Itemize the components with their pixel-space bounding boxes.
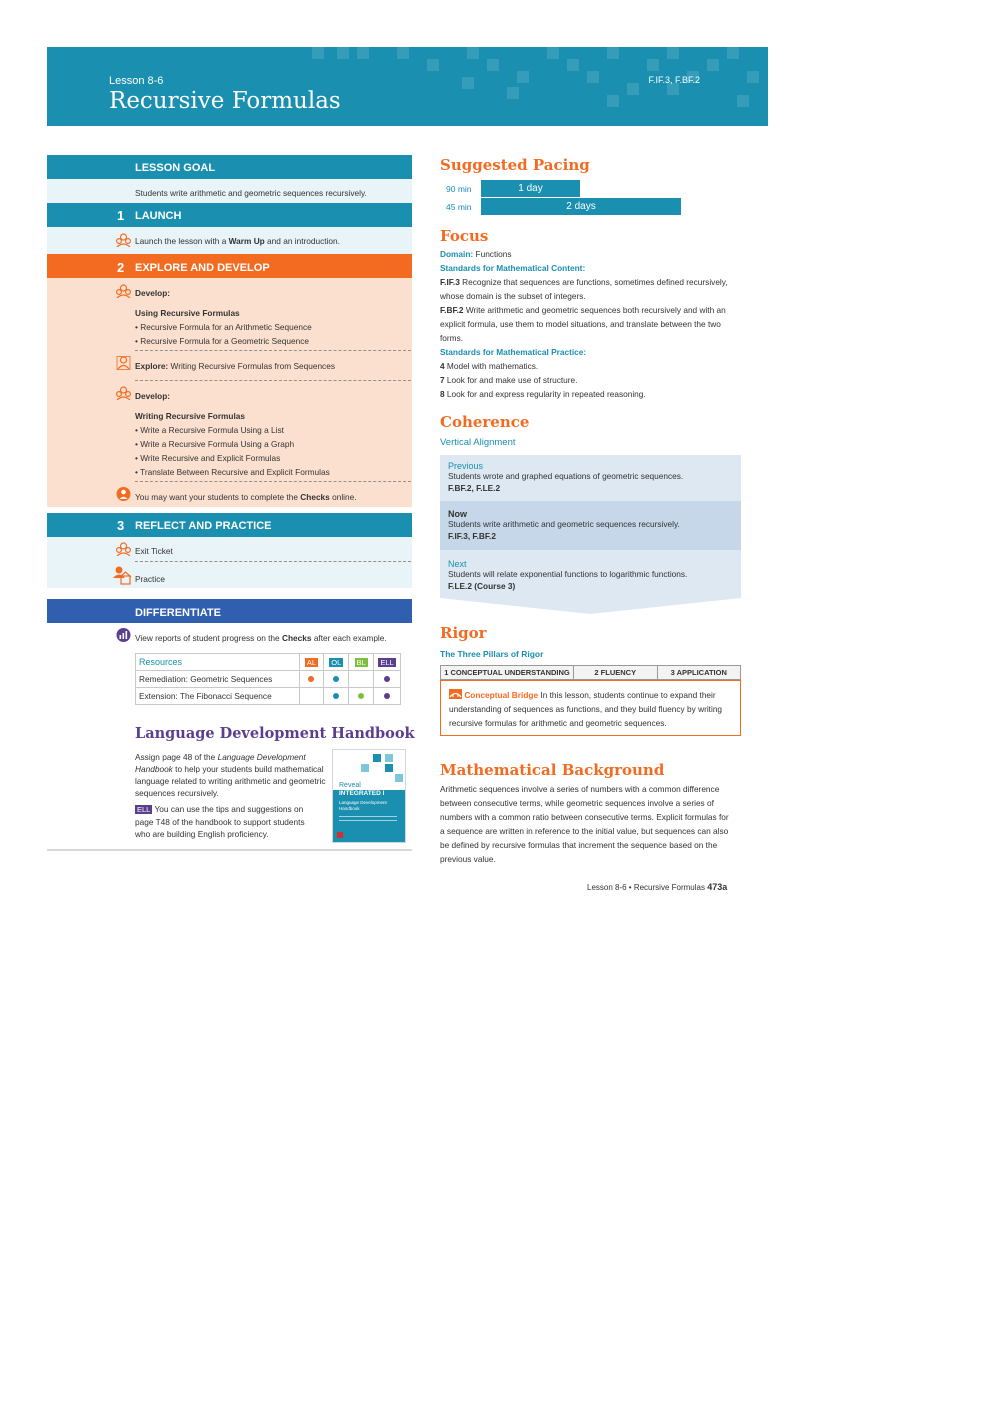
develop-item: • Recursive Formula for an Arithmetic Sequence [135, 322, 312, 332]
lesson-header-banner [47, 47, 768, 126]
develop-item: • Recursive Formula for a Geometric Sequence [135, 336, 309, 346]
develop-item: • Write a Recursive Formula Using a Graph [135, 439, 295, 449]
ell-tag: ELL [137, 805, 151, 814]
resource-row-label: Remediation: Geometric Sequences [136, 671, 300, 688]
content-standard: F.BF.2 Write arithmetic and geometric sequences both recursively and with an explicit formula, use them to model situations, and translate between the two forms. [440, 305, 726, 343]
pacing-bar-45: 2 days [481, 198, 681, 215]
content-standard: F.IF.3 Recognize that sequences are functions, sometimes defined recursively, whose domain is the subset of integers. [440, 277, 728, 301]
lesson-goal-bar: LESSON GOAL [47, 155, 412, 179]
group-icon [116, 386, 131, 400]
exit-ticket: Exit Ticket [135, 546, 173, 556]
level-dot [384, 676, 390, 682]
develop-label: Develop: [135, 288, 171, 298]
divider [135, 481, 411, 482]
focus-title: Focus [440, 227, 489, 245]
ldh-ell-paragraph: ELL You can use the tips and suggestions on page T48 of the handbook to support students who are building English proficiency. [135, 804, 305, 839]
level-tag-ell: ELL [380, 658, 394, 667]
divider [135, 350, 411, 351]
pillar-fluency: 2 FLUENCY [574, 666, 658, 679]
reflect-practice-panel [47, 537, 412, 588]
pacing-time: 45 min [446, 202, 472, 212]
coherence-title: Coherence [440, 413, 530, 431]
develop-heading: Writing Recursive Formulas [135, 411, 246, 421]
book-title: INTEGRATED I [339, 790, 385, 797]
develop-heading: Using Recursive Formulas [135, 308, 240, 318]
ldh-title: Language Development Handbook [135, 725, 415, 742]
level-dot [333, 693, 339, 699]
develop-label: Develop: [135, 391, 171, 401]
handbook-cover [332, 749, 406, 843]
rigor-subtitle: The Three Pillars of Rigor [440, 649, 544, 659]
page-title: Recursive Formulas [109, 88, 341, 114]
resources-header: Resources [136, 654, 300, 671]
pacing-title: Suggested Pacing [440, 156, 590, 174]
divider [135, 561, 411, 562]
explore-item: Explore: Writing Recursive Formulas from Sequences [135, 361, 335, 371]
group-icon [116, 233, 131, 247]
person-icon [116, 487, 131, 501]
level-dot [308, 676, 314, 682]
resource-row-label: Extension: The Fibonacci Sequence [136, 688, 300, 705]
group-icon [116, 284, 131, 298]
level-dot [384, 693, 390, 699]
book-brand: Reveal [339, 782, 361, 789]
develop-item: • Write Recursive and Explicit Formulas [135, 453, 281, 463]
checks-note: You may want your students to complete the Checks online. [135, 492, 357, 502]
lesson-number: Lesson 8-6 [109, 75, 164, 87]
rigor-title: Rigor [440, 624, 487, 642]
conceptual-bridge-text: Conceptual Bridge In this lesson, students continue to expand their understanding of sequences as functions, and they build fluency by writing recursive formulas for arithmetic and geometric sequences. [449, 690, 723, 728]
differentiate-bar: DIFFERENTIATE [47, 599, 412, 623]
home-practice-icon [112, 565, 132, 585]
practice-standard: 7 Look for and make use of structure. [440, 375, 578, 385]
rigor-pillars [440, 665, 741, 680]
page-footer: Lesson 8-6 • Recursive Formulas 473a [587, 882, 728, 892]
develop-item: • Translate Between Recursive and Explicit Formulas [135, 467, 330, 477]
divider [135, 380, 411, 381]
report-chart-icon [116, 628, 131, 642]
level-dot [333, 676, 339, 682]
reflect-practice-bar: 3 REFLECT AND PRACTICE [47, 513, 412, 537]
develop-item: • Write a Recursive Formula Using a List [135, 425, 284, 435]
differentiate-text: View reports of student progress on the Checks after each example. [135, 633, 387, 643]
practice: Practice [135, 574, 165, 584]
coherence-previous: Previous Students wrote and graphed equations of geometric sequences. F.BF.2, F.LE.2 [440, 455, 741, 501]
person-icon [116, 356, 131, 370]
practice-standard: 8 Look for and express regularity in repeated reasoning. [440, 389, 646, 399]
pillar-conceptual: 1 CONCEPTUAL UNDERSTANDING [441, 666, 574, 679]
practice-standard: 4 Model with mathematics. [440, 361, 539, 371]
pacing-time: 90 min [446, 184, 472, 194]
pacing-bar-90: 1 day [481, 180, 580, 197]
coherence-subtitle: Vertical Alignment [440, 437, 516, 448]
level-tag-al: AL [306, 658, 317, 667]
group-icon [116, 542, 131, 556]
level-dot [358, 693, 364, 699]
lesson-goal-text: Students write arithmetic and geometric sequences recursively. [135, 188, 367, 198]
level-tag-ol: OL [331, 658, 342, 667]
book-subtitle: Language Development Handbook [339, 800, 387, 811]
background-title: Mathematical Background [440, 761, 665, 779]
focus-domain: Domain: Functions [440, 249, 512, 259]
launch-bar: 1 LAUNCH [47, 203, 412, 227]
background-text: Arithmetic sequences involve a series of numbers with a common difference between consecutive terms, while geometric sequences involve a series of numbers with a common ratio between consecutive terms. Explicit formulas for a sequence are written in reference to the initial value, but sequences can also be defined by recursive formulas that increment the sequence based on the previous value. [440, 784, 729, 864]
pillar-application: 3 APPLICATION [670, 668, 727, 677]
header-standards: F.IF.3, F.BF.2 [648, 75, 700, 85]
content-standards-label: Standards for Mathematical Content: [440, 263, 586, 273]
resources-table [135, 653, 401, 705]
coherence-now: Now Students write arithmetic and geometric sequences recursively. F.IF.3, F.BF.2 [440, 501, 741, 550]
level-tag-bl: BL [356, 658, 366, 667]
focus-body [440, 247, 740, 401]
launch-text: Launch the lesson with a Warm Up and an introduction. [135, 236, 340, 246]
ldh-paragraph: Assign page 48 of the Language Development Handbook to help your students build mathematical language related to writing arithmetic and geometric sequences recursively. [135, 752, 326, 798]
practice-standards-label: Standards for Mathematical Practice: [440, 347, 587, 357]
explore-develop-bar: 2 EXPLORE AND DEVELOP [47, 254, 412, 278]
coherence-next: Next Students will relate exponential functions to logarithmic functions. F.LE.2 (Course 3) [448, 559, 688, 591]
bridge-icon [449, 689, 462, 699]
